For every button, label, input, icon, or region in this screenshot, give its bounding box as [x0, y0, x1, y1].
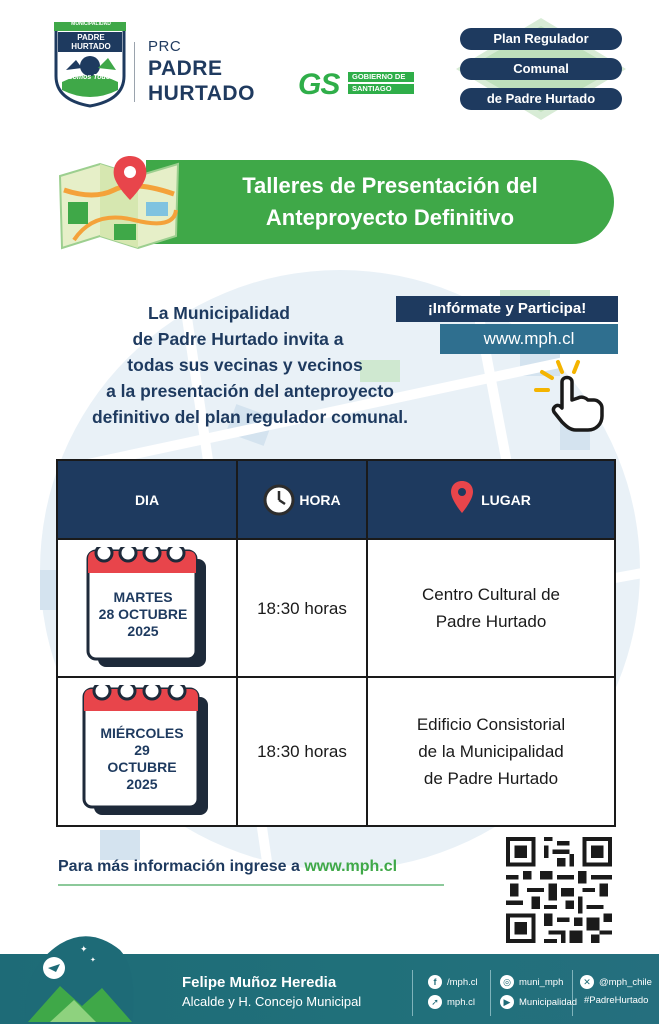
- gs-line1: GOBIERNO DE: [348, 72, 414, 82]
- svg-text:✦: ✦: [90, 956, 96, 964]
- invitation-line3: todas sus vecinas y vecinos: [127, 355, 363, 375]
- social-youtube[interactable]: [500, 995, 577, 1009]
- logo-name-text: PADRE HURTADO: [71, 33, 111, 51]
- footer-divider: [412, 970, 413, 1016]
- hora-row1: 18:30 horas: [257, 598, 347, 618]
- prc-name: [148, 56, 255, 106]
- more-info-text: [58, 858, 397, 876]
- social-web[interactable]: [428, 995, 475, 1009]
- gs-line2: SANTIAGO: [348, 84, 414, 94]
- date-row2: [84, 725, 200, 793]
- logo-motto-text: Somos Todos: [67, 74, 115, 81]
- cursor-icon: ➚: [428, 995, 442, 1009]
- header-lugar: [368, 461, 614, 538]
- gobierno-santiago-logo: [298, 68, 406, 102]
- date-row1-day: MARTES: [113, 589, 173, 605]
- plan-badge-line3: de Padre Hurtado: [460, 88, 622, 110]
- lugar-row2-line1: Edificio Consistorial: [416, 715, 566, 734]
- invitation-line5: definitivo del plan regulador comunal.: [91, 407, 408, 427]
- logo-banner-text: MUNICIPALIDAD: [71, 21, 111, 27]
- header-divider: [134, 42, 135, 102]
- hashtag: #PadreHurtado: [584, 995, 649, 1006]
- pointing-hand-icon: [532, 358, 616, 434]
- more-info-prefix: Para más información ingrese a: [58, 858, 305, 875]
- clock-icon: [263, 484, 295, 516]
- date-row1-date: 28 OCTUBRE: [98, 606, 188, 622]
- invitation-line4: a la presentación del anteproyecto: [106, 381, 394, 401]
- plan-badge-line1: Plan Regulador: [460, 28, 622, 50]
- schedule-table: [56, 459, 616, 827]
- date-row2-month: OCTUBRE: [107, 759, 177, 775]
- invitation-line1: La Municipalidad: [148, 303, 290, 323]
- lugar-row1-line1: Centro Cultural de: [422, 585, 560, 604]
- facebook-icon: f: [428, 975, 442, 989]
- more-info-underline: [58, 884, 444, 886]
- plan-badge-line2: Comunal: [460, 58, 622, 80]
- social-facebook[interactable]: [428, 975, 478, 989]
- header-lugar-label: LUGAR: [481, 491, 531, 508]
- prc-name-line1: PADRE: [148, 57, 223, 80]
- date-row2-year: 2025: [126, 776, 158, 792]
- qr-code[interactable]: [506, 837, 612, 943]
- header-hora-label: HORA: [299, 491, 341, 508]
- title-line1: Talleres de Presentación del: [242, 173, 538, 198]
- footer-divider: [572, 970, 573, 1016]
- header-hora: [238, 461, 366, 538]
- website-link[interactable]: www.mph.cl: [440, 324, 618, 354]
- footer-emblem: [20, 930, 138, 1024]
- lugar-row1: [368, 540, 614, 676]
- alcalde-role: Alcalde y H. Concejo Municipal: [182, 994, 362, 1009]
- lugar-row2: [368, 678, 614, 825]
- title-line2: Anteproyecto Definitivo: [265, 205, 515, 230]
- instagram-icon: ◎: [500, 975, 514, 989]
- cta-informate: ¡Infórmate y Participa!: [396, 296, 618, 322]
- svg-text:✦: ✦: [80, 945, 88, 955]
- social-instagram-handle: muni_mph: [519, 976, 564, 988]
- footer-divider: [490, 970, 491, 1016]
- folded-map-icon: [54, 150, 184, 260]
- invitation-line2: de Padre Hurtado invita a: [132, 329, 344, 349]
- plan-regulador-badge: [456, 18, 626, 120]
- date-row2-day: MIÉRCOLES: [100, 725, 184, 741]
- social-x-handle: @mph_chile: [599, 976, 652, 988]
- table-header-row: [58, 461, 614, 538]
- prc-label: PRC: [148, 38, 182, 55]
- lugar-row1-line2: Padre Hurtado: [435, 612, 547, 631]
- x-icon: ✕: [580, 975, 594, 989]
- gs-letters: GS: [298, 68, 340, 101]
- alcalde-name: Felipe Muñoz Heredia: [182, 974, 337, 991]
- prc-name-line2: HURTADO: [148, 82, 255, 105]
- date-row2-daynum: 29: [134, 742, 150, 758]
- lugar-row2-line3: de Padre Hurtado: [423, 769, 559, 788]
- header-dia: DIA: [134, 491, 160, 508]
- location-pin-icon: [451, 481, 473, 513]
- social-instagram[interactable]: [500, 975, 563, 989]
- hora-row2: 18:30 horas: [257, 742, 347, 761]
- social-youtube-handle: Municipalidad: [519, 996, 578, 1008]
- lugar-row2-line2: de la Municipalidad: [418, 742, 564, 761]
- social-facebook-handle: /mph.cl: [447, 976, 478, 988]
- youtube-icon: ▶: [500, 995, 514, 1009]
- gs-text-bars: [348, 72, 414, 96]
- more-info-link[interactable]: www.mph.cl: [304, 858, 398, 875]
- date-row1-year: 2025: [127, 623, 159, 639]
- social-web-handle: mph.cl: [447, 996, 475, 1008]
- title-banner: [146, 160, 614, 244]
- title-text: [200, 170, 580, 234]
- social-x[interactable]: [580, 975, 652, 989]
- date-row1: [88, 589, 198, 640]
